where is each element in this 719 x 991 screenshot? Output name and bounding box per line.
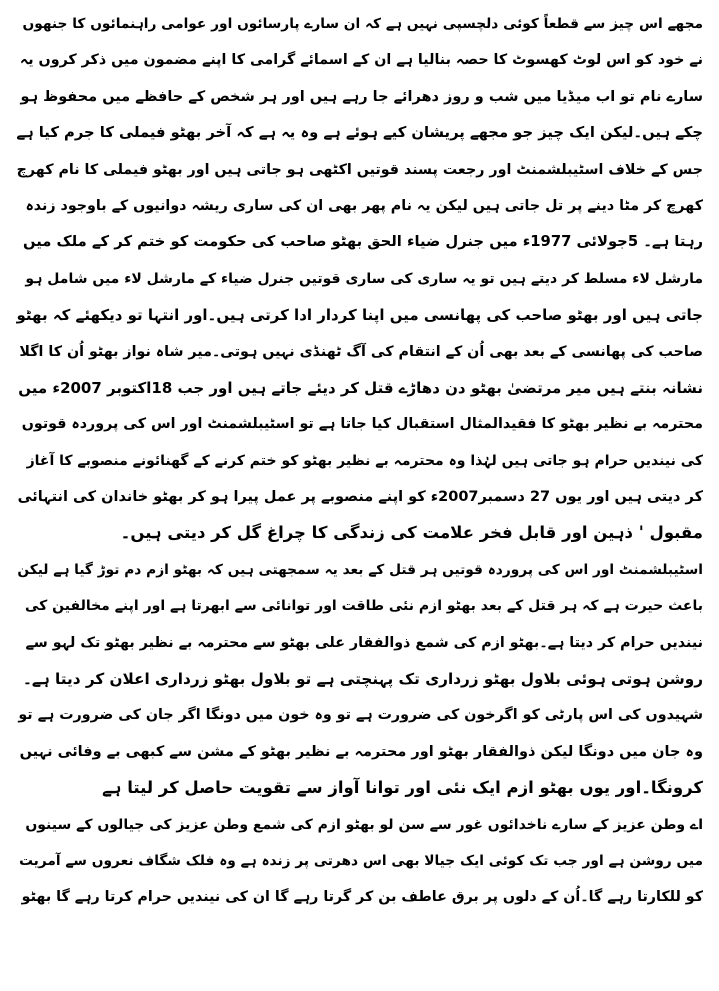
text-line-11: نشانہ بنتے ہیں میر مرتضیٰ بھٹو دن دھاڑے قتل کر دیئے جاتے ہیں اور جب 18اکتوبر 2007ء میں: [18, 378, 703, 397]
text-line-3: سارے نام تو اب میڈیا میں شب و روز دھرائے جا رہے ہیں اور ہر شخص کے حافظے میں محفوظ ہو: [20, 88, 703, 105]
text-line-19: روشن ہوتی ہوئی بلاول بھٹو زرداری تک پہنچتی ہے تو بلاول بھٹو زرداری اعلان کر دیتا ہے۔: [22, 670, 703, 689]
text-line-12: محترمہ بے نظیر بھٹو کا فقیدالمثال استقبال کیا جاتا ہے تو اسٹیبلشمنٹ اور اس کی پروردہ قوتوں: [21, 416, 703, 433]
text-line-13: کی نیندیں حرام ہو جاتی ہیں لہٰذا وہ محترمہ بے نظیر بھٹو کو ختم کرنے کے گھنائونے منصوبے کا آغاز: [26, 452, 703, 469]
text-line-18: نیندیں حرام کر دیتا ہے۔بھٹو ازم کی شمع ذوالفقار علی بھٹو سے محترمہ بے نظیر بھٹو تک لہو سے: [25, 634, 703, 651]
text-line-16: اسٹیبلشمنٹ اور اس کی پروردہ قوتیں ہر قتل کے بعد یہ سمجھتی ہیں کہ بھٹو ازم دم توڑ گیا ہے لیکن: [17, 561, 703, 578]
text-line-23: اے وطن عزیز کے سارے ناخدائوں غور سے سن لو بھٹو ازم کی شمع وطن عزیز کی جیالوں کے سینوں: [25, 816, 703, 833]
text-line-21: وہ جان میں دونگا لیکن ذوالفقار بھٹو اور محترمہ بے نظیر بھٹو کے مشن سے کبھی بے وفائی نہیں: [19, 743, 703, 760]
text-line-17: باعث حیرت ہے کہ ہر قتل کے بعد بھٹو ازم نئی طاقت اور توانائی سے ابھرتا ہے اور اپنے مخالفین کی: [25, 598, 703, 615]
text-line-8: مارشل لاء مسلط کر دیتے ہیں تو یہ ساری کی ساری قوتیں جنرل ضیاء کے مارشل لاء میں شامل ہو: [25, 270, 703, 287]
text-line-6: کھرچ کر مٹا دینے پر تل جاتی ہیں لیکن یہ نام پھر بھی ان کی ساری ریشہ دوانیوں کے باوجود زندہ: [25, 197, 703, 214]
text-line-9: جاتی ہیں اور بھٹو صاحب کی پھانسی میں اپنا کردار ادا کرتی ہیں۔اور انتہا تو دیکھئے کہ بھٹو: [16, 306, 703, 325]
text-line-1: مجھے اس چیز سے قطعاً کوئی دلچسپی نہیں ہے کہ ان سارے پارسائوں اور عوامی راہنمائوں کا جنھوں: [22, 16, 703, 32]
text-line-24: میں روشن ہے اور جب تک کوئی ایک جیالا بھی اس دھرتی پر زندہ ہے وہ فلک شگاف نعروں سے آمریت: [19, 852, 703, 869]
urdu-article-body: [16, 6, 703, 916]
text-line-2: نے خود کو اس لوٹ کھسوٹ کا حصہ بنالیا ہے ان کے اسمائے گرامی کا اپنے مضمون میں ذکر کروں یہ: [19, 52, 703, 69]
text-line-15: مقبول ' ذہین اور قابل فخر علامت کی زندگی کا چراغ گل کر دیتی ہیں۔: [120, 523, 703, 543]
text-line-5: جس کے خلاف اسٹیبلشمنٹ اور رجعت پسند قوتیں اکٹھی ہو جاتی ہیں اور بھٹو فیملی کا نام کھرچ: [16, 161, 703, 178]
text-line-7: رہتا ہے۔ 5جولائی 1977ء میں جنرل ضیاء الحق بھٹو صاحب کی حکومت کو ختم کر کے ملک میں: [22, 233, 703, 251]
text-line-14: کر دیتی ہیں اور یوں 27 دسمبر2007ء کو اپنے منصوبے پر عمل پیرا ہو کر بھٹو خاندان کی انتہائی: [17, 489, 703, 506]
text-line-20: شہیدوں کی اس پارٹی کو اگرخون کی ضرورت ہے تو وہ خون میں دونگا اگر جان کی ضرورت ہے تو: [18, 707, 703, 724]
text-line-10: صاحب کی پھانسی کے بعد بھی اُن کے انتقام کی آگ ٹھنڈی نہیں ہوتی۔میر شاہ نواز بھٹو اُن کا اگلا: [19, 343, 703, 360]
text-line-22: کرونگا۔اور یوں بھٹو ازم ایک نئی اور توانا آواز سے تقویت حاصل کر لیتا ہے: [102, 778, 703, 798]
text-line-25: کو للکارتا رہے گا۔اُن کے دلوں پر برق عاطف بن کر گرتا رہے گا ان کی نیندیں حرام کرتا رہے گا بھٹو: [21, 889, 703, 906]
text-line-4: چکے ہیں۔لیکن ایک چیز جو مجھے پریشان کیے ہوئے ہے وہ یہ ہے کہ آخر بھٹو فیملی کا جرم کیا ہے: [16, 124, 703, 142]
